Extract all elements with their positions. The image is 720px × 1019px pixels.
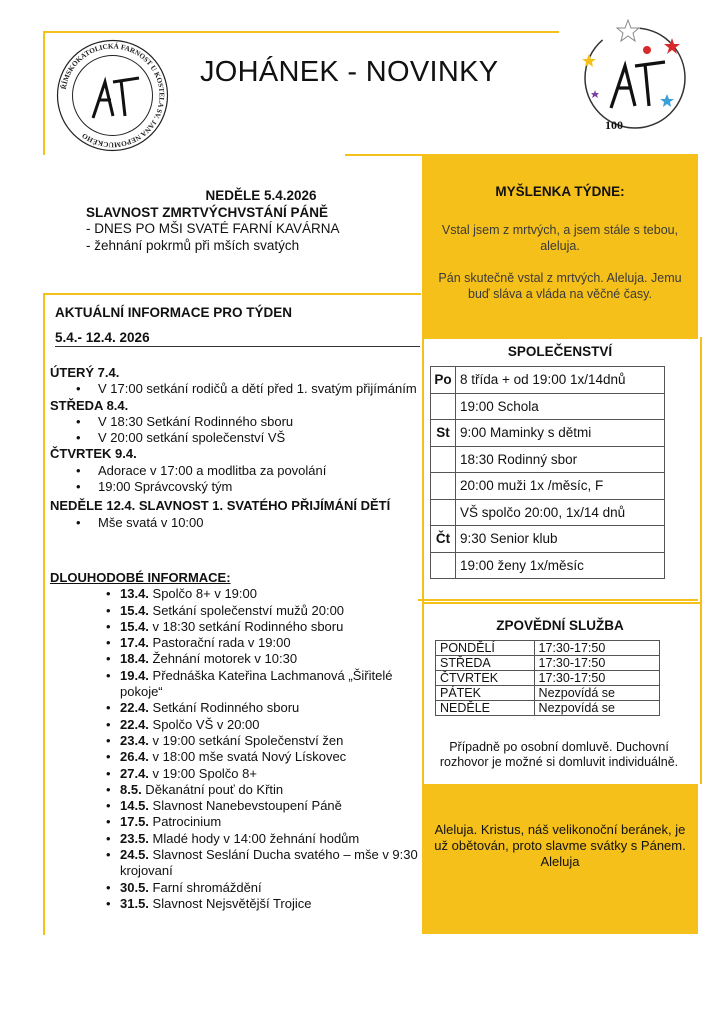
item-date: 26.4.	[120, 749, 149, 765]
thought-text-2: Pán skutečně vstal z mrtvých. Aleluja. Jemu buď sláva a vláda na věčné časy.	[438, 271, 682, 301]
item-text: Spolčo 8+ v 19:00	[148, 586, 257, 602]
day-heading: ÚTERÝ 7.4.	[50, 365, 120, 380]
table-row	[436, 671, 660, 686]
thought-heading: MYŠLENKA TÝDNE:	[495, 184, 625, 199]
parish-seal-logo	[55, 38, 170, 153]
confession-time: Nezpovídá se	[534, 686, 659, 701]
community-activity: 8 třída + od 19:00 1x/14dnů	[456, 367, 665, 394]
item-text: Slavnost Nanebevstoupení Páně	[148, 798, 342, 814]
sunday-date: NEDĚLE 5.4.2026	[205, 188, 317, 203]
day-heading: NEDĚLE 12.4. SLAVNOST 1. SVATÉHO PŘIJÍMÁNÍ DĚTÍ	[50, 498, 391, 514]
divider	[55, 346, 420, 347]
item-date: 15.4.	[120, 602, 149, 618]
list-item	[120, 782, 420, 798]
sunday-feast: SLAVNOST ZMRTVÝCHVSTÁNÍ PÁNĚ	[86, 204, 329, 220]
item-text: Slavnost Nejsvětější Trojice	[148, 895, 312, 911]
list-item: • V 17:00 setkání rodičů a dětí před 1. svatým přijímáním	[90, 381, 420, 397]
item-text: Přednáška Kateřina Lachmanová „Šiřitelé pokoje“	[120, 667, 393, 700]
closing-text: Aleluja. Kristus, náš velikonoční beránek, je už obětován, proto slavme svátky s Pánem. Aleluja	[434, 822, 686, 869]
community-activity: 9:00 Maminky s dětmi	[456, 420, 665, 447]
item-date: 22.4.	[120, 700, 149, 716]
week-info-heading: AKTUÁLNÍ INFORMACE PRO TÝDEN	[55, 305, 292, 320]
list-item: • V 18:30 Setkání Rodinného sboru	[90, 414, 420, 430]
table-row	[431, 393, 665, 420]
item-date: 30.5.	[120, 879, 149, 895]
community-day	[431, 552, 456, 579]
list-item	[120, 668, 420, 701]
table-row	[436, 701, 660, 716]
list-item: • V 20:00 setkání společenství VŠ	[90, 430, 420, 446]
item-text: Spolčo VŠ v 20:00	[148, 716, 260, 732]
list-item	[120, 831, 420, 847]
item-date: 19.4.	[120, 667, 149, 683]
community-activity: 19:00 ženy 1x/měsíc	[456, 552, 665, 579]
confession-table	[435, 640, 660, 716]
community-activity: 20:00 muži 1x /měsíc, F	[456, 473, 665, 500]
item-date: 22.4.	[120, 716, 149, 732]
confession-heading: ZPOVĚDNÍ SLUŽBA	[496, 618, 624, 633]
confession-time: 17:30-17:50	[534, 671, 659, 686]
list-item	[120, 603, 420, 619]
item-text: v 19:00 Spolčo 8+	[148, 765, 257, 781]
item-date: 23.5.	[120, 830, 149, 846]
closing-box	[422, 784, 698, 934]
day-heading: ČTVRTEK 9.4.	[50, 446, 137, 462]
item-date: 23.4.	[120, 732, 149, 748]
divider	[418, 599, 698, 601]
item-date: 8.5.	[120, 781, 142, 797]
community-activity: 18:30 Rodinný sbor	[456, 446, 665, 473]
list-item	[120, 798, 420, 814]
list-item	[120, 700, 420, 716]
item-date: 18.4.	[120, 651, 149, 667]
item-text: Setkání Rodinného sboru	[148, 700, 300, 716]
item-date: 15.4.	[120, 618, 149, 634]
item-date: 13.4.	[120, 586, 149, 602]
item-text: Farní shromáždění	[148, 879, 262, 895]
confession-day: NEDĚLE	[436, 701, 535, 716]
item-text: Mladé hody v 14:00 žehnání hodům	[148, 830, 360, 846]
table-row	[436, 656, 660, 671]
item-text: Slavnost Seslání Ducha svatého – mše v 9:30 krojovaní	[120, 847, 418, 879]
confession-note: Případně po osobní domluvě. Duchovní rozhovor je možné si domluvit individuálně.	[439, 740, 679, 769]
confession-day: ČTVRTEK	[436, 671, 535, 686]
item-text: Děkanátní pouť do Křtin	[141, 781, 284, 797]
community-activity: 19:00 Schola	[456, 393, 665, 420]
community-day	[431, 499, 456, 526]
confession-time: Nezpovídá se	[534, 701, 659, 716]
long-term-heading: DLOUHODOBÉ INFORMACE:	[50, 570, 231, 585]
table-row	[431, 499, 665, 526]
item-date: 24.5.	[120, 847, 149, 863]
community-activity: 9:30 Senior klub	[456, 526, 665, 553]
confession-day: PÁTEK	[436, 686, 535, 701]
list-item	[120, 651, 420, 667]
table-row	[431, 420, 665, 447]
long-term-list	[50, 586, 420, 912]
sunday-line-cafe: - DNES PO MŠI SVATÉ FARNÍ KAVÁRNA	[86, 221, 340, 236]
confession-time: 17:30-17:50	[534, 656, 659, 671]
community-day: Po	[431, 367, 456, 394]
list-item	[120, 880, 420, 896]
item-text: v 19:00 setkání Společenství žen	[148, 732, 344, 748]
community-day	[431, 473, 456, 500]
list-item: • Mše svatá v 10:00	[90, 515, 420, 531]
community-heading: SPOLEČENSTVÍ	[507, 344, 613, 359]
week-schedule	[50, 365, 420, 531]
confession-time: 17:30-17:50	[534, 641, 659, 656]
item-date: 31.5.	[120, 895, 149, 911]
list-item	[120, 717, 420, 733]
item-text: Pastorační rada v 19:00	[148, 635, 291, 651]
list-item	[120, 847, 420, 880]
table-row	[436, 641, 660, 656]
community-table	[430, 366, 665, 579]
community-activity: VŠ spolčo 20:00, 1x/14 dnů	[456, 499, 665, 526]
long-term-info	[50, 570, 420, 912]
list-item	[120, 749, 420, 765]
confession-day: PONDĚLÍ	[436, 641, 535, 656]
sunday-line-blessing: - žehnání pokrmů při mších svatých	[86, 237, 300, 253]
thought-text-1: Vstal jsem z mrtvých, a jsem stále s tebou, aleluja.	[441, 223, 679, 253]
list-item	[120, 896, 420, 912]
community-day	[431, 446, 456, 473]
list-item	[120, 635, 420, 651]
list-item	[120, 814, 420, 830]
table-row	[431, 367, 665, 394]
list-item: • Adorace v 17:00 a modlitba za povolání	[90, 463, 420, 479]
page-title: JOHÁNEK - NOVINKY	[200, 56, 499, 88]
thought-of-week-box	[422, 154, 698, 339]
table-row	[431, 446, 665, 473]
table-row	[431, 473, 665, 500]
list-item	[120, 733, 420, 749]
item-date: 14.5.	[120, 798, 149, 814]
item-text: Žehnání motorek v 10:30	[148, 651, 298, 667]
community-day: Čt	[431, 526, 456, 553]
confession-day: STŘEDA	[436, 656, 535, 671]
item-date: 17.5.	[120, 814, 149, 830]
item-date: 17.4.	[120, 635, 149, 651]
centenary-logo	[575, 16, 695, 136]
day-heading: STŘEDA 8.4.	[50, 397, 129, 413]
item-date: 27.4.	[120, 765, 149, 781]
svg-text:100: 100	[605, 118, 623, 132]
list-item	[120, 586, 420, 602]
list-item	[120, 766, 420, 782]
table-row	[431, 552, 665, 579]
item-text: Patrocinium	[148, 814, 222, 830]
item-text: Setkání společenství mužů 20:00	[148, 602, 345, 618]
table-row	[436, 686, 660, 701]
community-day	[431, 393, 456, 420]
sunday-announcement	[86, 188, 406, 254]
item-text: v 18:00 mše svatá Nový Lískovec	[148, 749, 347, 765]
week-range: 5.4.- 12.4. 2026	[55, 330, 150, 345]
list-item: • 19:00 Správcovský tým	[90, 479, 420, 495]
list-item	[120, 619, 420, 635]
svg-text:ŘÍMSKOKATOLICKÁ FARNOST U KOST: ŘÍMSKOKATOLICKÁ FARNOST U KOSTELA SV. JANA NEPOMUCKÉHO	[59, 42, 166, 149]
community-day: St	[431, 420, 456, 447]
table-row	[431, 526, 665, 553]
item-text: v 18:30 setkání Rodinného sboru	[148, 618, 344, 634]
